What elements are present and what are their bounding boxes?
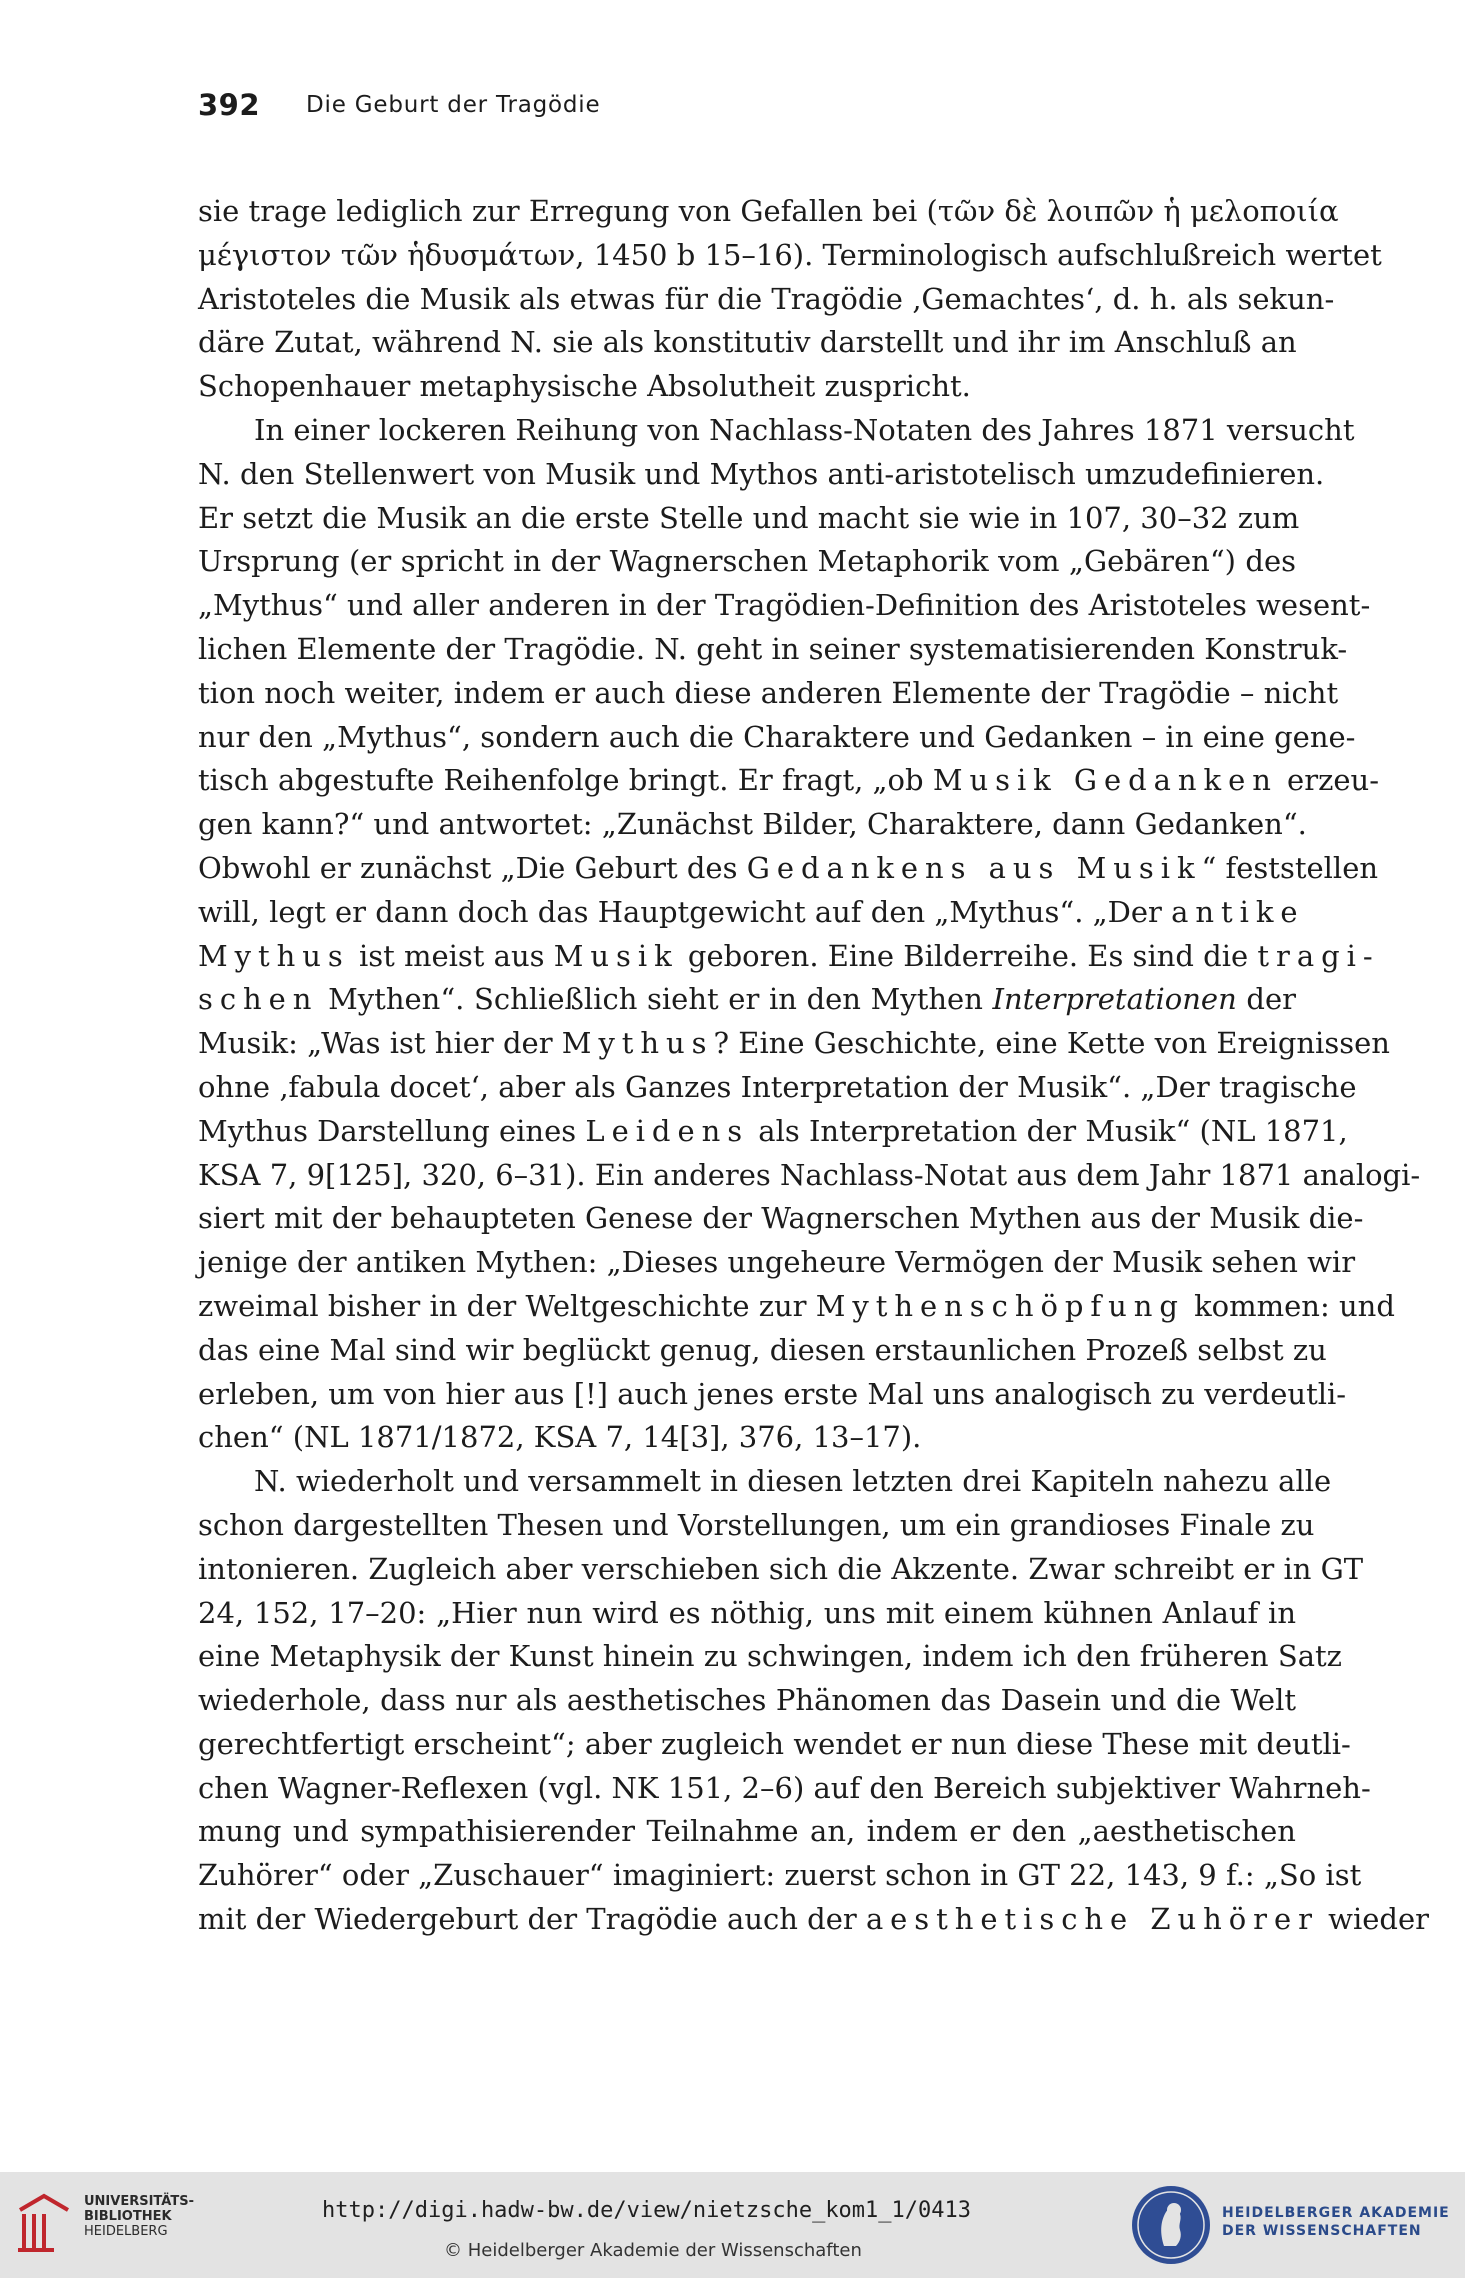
text-line: sie trage lediglich zur Erregung von Gefallen bei (τῶν δὲ λοιπῶν ἡ μελοποιία	[198, 194, 1339, 228]
academy-name: HEIDELBERGER AKADEMIE DER WISSENSCHAFTEN	[1222, 2205, 1450, 2239]
copyright-notice: © Heidelberger Akademie der Wissenschaften	[444, 2240, 862, 2261]
running-title: Die Geburt der Tragödie	[306, 92, 601, 118]
spaced-emphasis: aesthetische Zuhörer	[865, 1902, 1319, 1937]
spaced-emphasis: tragi-	[1257, 938, 1380, 973]
spaced-emphasis: Mythenschöpfung	[815, 1288, 1185, 1323]
text-line: Obwohl er zunächst „Die Geburt des Gedankens aus Musik“ feststellen	[198, 850, 1379, 885]
text-line: Ursprung (er spricht in der Wagnerschen Metaphorik vom „Gebären“) des	[198, 544, 1296, 579]
text-line: mung und sympathisierender Teilnahme an, indem er den „aesthetischen	[198, 1814, 1296, 1849]
running-header	[198, 88, 1298, 128]
text-line: nur den „Mythus“, sondern auch die Charaktere und Gedanken – in eine gene-	[198, 719, 1356, 754]
spaced-emphasis: Musik Gedanken	[932, 763, 1278, 798]
text-line: intonieren. Zugleich aber verschieben sich die Akzente. Zwar schreibt er in GT	[198, 1551, 1364, 1586]
text-line: μέγιστον τῶν ἡδυσμάτων, 1450 b 15–16). Terminologisch aufschlußreich wertet	[198, 237, 1382, 272]
spaced-emphasis: Gedankens aus Musik	[746, 850, 1202, 885]
text-line: Zuhörer“ oder „Zuschauer“ imaginiert: zuerst schon in GT 22, 143, 9 f.: „So ist	[198, 1858, 1362, 1893]
text-line: däre Zutat, während N. sie als konstitutiv darstellt und ihr im Anschluß an	[198, 325, 1297, 360]
text-line: schen Mythen“. Schließlich sieht er in den Mythen Interpretationen der	[198, 982, 1296, 1017]
text-line: will, legt er dann doch das Hauptgewicht auf den „Mythus“. „Der antike	[198, 894, 1305, 929]
text-line: „Mythus“ und aller anderen in der Tragödien-Definition des Aristoteles wesent-	[198, 588, 1371, 623]
text-line: wiederhole, dass nur als aesthetisches Phänomen das Dasein und die Welt	[198, 1683, 1296, 1718]
university-library-logo-icon	[14, 2190, 74, 2254]
text-line: schon dargestellten Thesen und Vorstellungen, um ein grandioses Finale zu	[198, 1507, 1315, 1542]
text-line: eine Metaphysik der Kunst hinein zu schwingen, indem ich den früheren Satz	[198, 1639, 1342, 1674]
spaced-emphasis: Musik	[553, 938, 679, 973]
text-line: lichen Elemente der Tragödie. N. geht in seiner systematisierenden Konstruk-	[198, 631, 1348, 666]
spaced-emphasis: Leidens	[585, 1113, 750, 1148]
text-line: KSA 7, 9[125], 320, 6–31). Ein anderes Nachlass-Notat aus dem Jahr 1871 analogi-	[198, 1157, 1421, 1192]
text-line: jenige der antiken Mythen: „Dieses ungeheure Vermögen der Musik sehen wir	[198, 1245, 1356, 1280]
text-line: zweimal bisher in der Weltgeschichte zur Mythenschöpfung kommen: und	[198, 1288, 1395, 1323]
digitization-footer	[0, 2172, 1465, 2278]
italic-emphasis: Interpretationen	[992, 982, 1237, 1017]
text-line: N. wiederholt und versammelt in diesen letzten drei Kapiteln nahezu alle	[254, 1464, 1332, 1499]
text-line: ohne ‚fabula docet‘, aber als Ganzes Interpretation der Musik“. „Der tragische	[198, 1069, 1357, 1104]
text-line: Er setzt die Musik an die erste Stelle und macht sie wie in 107, 30–32 zum	[198, 500, 1300, 535]
text-line: tisch abgestufte Reihenfolge bringt. Er fragt, „ob Musik Gedanken erzeu-	[198, 763, 1380, 798]
text-line: Mythus Darstellung eines Leidens als Interpretation der Musik“ (NL 1871,	[198, 1113, 1348, 1148]
text-line: Aristoteles die Musik als etwas für die Tragödie ‚Gemachtes‘, d. h. als sekun-	[198, 281, 1335, 316]
text-line: tion noch weiter, indem er auch diese anderen Elemente der Tragödie – nicht	[198, 675, 1339, 710]
spaced-emphasis: schen	[198, 982, 319, 1017]
spaced-emphasis: Mythus	[561, 1026, 714, 1061]
text-line: Mythus ist meist aus Musik geboren. Eine Bilderreihe. Es sind die tragi-	[198, 938, 1380, 973]
university-library-name: UNIVERSITÄTS- BIBLIOTHEK HEIDELBERG	[84, 2194, 194, 2239]
body-text	[198, 190, 1430, 1942]
spaced-emphasis: Mythus	[198, 938, 350, 973]
text-line: chen“ (NL 1871/1872, KSA 7, 14[3], 376, 13–17).	[198, 1420, 922, 1455]
page-number: 392	[198, 88, 261, 122]
text-line: 24, 152, 17–20: „Hier nun wird es nöthig, uns mit einem kühnen Anlauf in	[198, 1595, 1296, 1630]
text-line: Musik: „Was ist hier der Mythus? Eine Geschichte, eine Kette von Ereignissen	[198, 1026, 1390, 1061]
text-line: erleben, um von hier aus [!] auch jenes erste Mal uns analogisch zu verdeutli-	[198, 1376, 1347, 1411]
text-line: N. den Stellenwert von Musik und Mythos anti-aristotelisch umzudefinieren.	[198, 456, 1325, 491]
text-line: chen Wagner-Reflexen (vgl. NK 151, 2–6) auf den Bereich subjektiver Wahrneh-	[198, 1770, 1371, 1805]
academy-seal-icon	[1130, 2184, 1212, 2266]
text-line: Schopenhauer metaphysische Absolutheit zuspricht.	[198, 369, 971, 404]
text-line: mit der Wiedergeburt der Tragödie auch der aesthetische Zuhörer wieder	[198, 1902, 1430, 1937]
source-url[interactable]: http://digi.hadw-bw.de/view/nietzsche_kom1_1/0413	[322, 2198, 972, 2223]
text-line: das eine Mal sind wir beglückt genug, diesen erstaunlichen Prozeß selbst zu	[198, 1332, 1327, 1367]
text-line: gerechtfertigt erscheint“; aber zugleich wendet er nun diese These mit deutli-	[198, 1726, 1351, 1761]
text-line: In einer lockeren Reihung von Nachlass-Notaten des Jahres 1871 versucht	[254, 412, 1355, 447]
text-line: gen kann?“ und antwortet: „Zunächst Bilder, Charaktere, dann Gedanken“.	[198, 807, 1307, 842]
spaced-emphasis: antike	[1171, 894, 1305, 929]
text-line: siert mit der behaupteten Genese der Wagnerschen Mythen aus der Musik die-	[198, 1201, 1364, 1236]
